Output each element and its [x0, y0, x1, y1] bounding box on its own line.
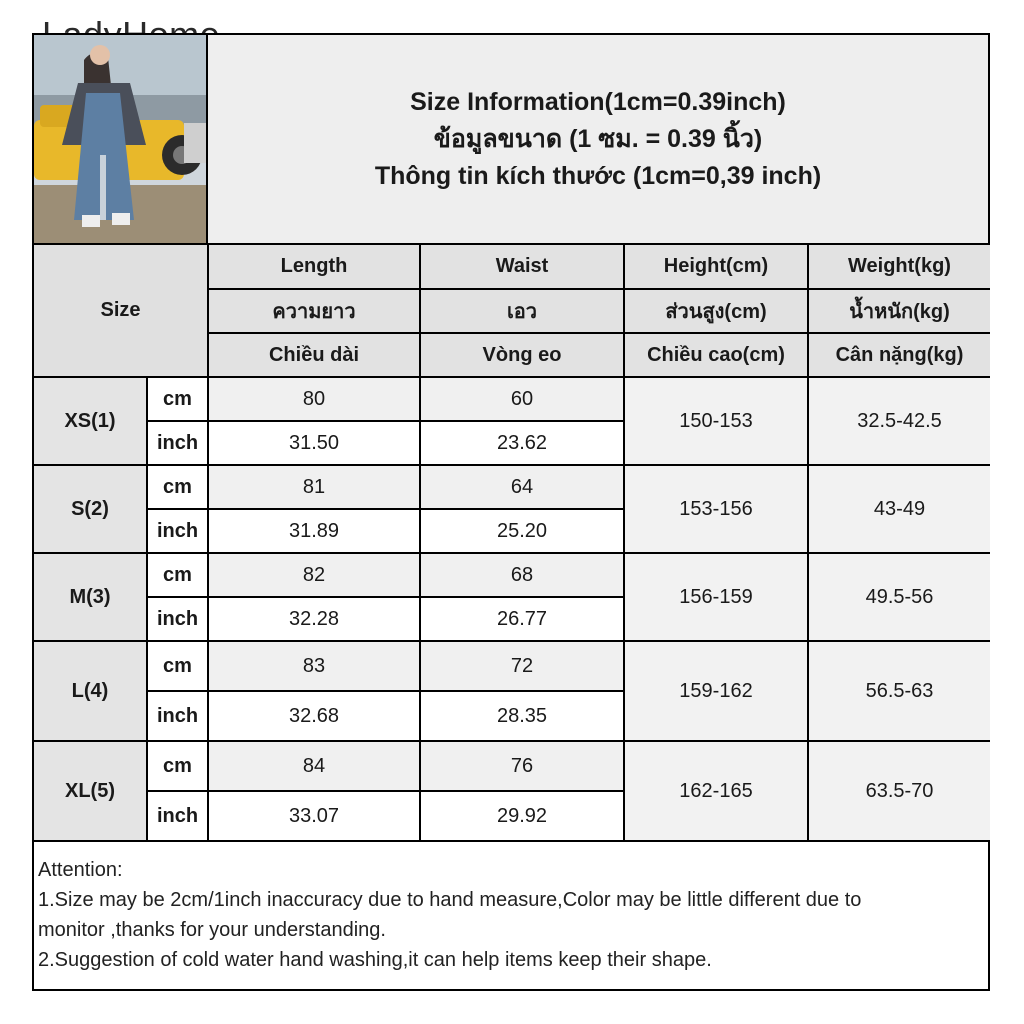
weight-range: 43-49 [808, 465, 990, 553]
size-table [34, 245, 990, 842]
waist-inch: 26.77 [420, 597, 624, 641]
header-length-vi: Chiều dài [208, 333, 420, 377]
header-waist-th: เอว [420, 289, 624, 333]
waist-cm: 72 [420, 641, 624, 691]
header-weight-th: น้ำหนัก(kg) [808, 289, 990, 333]
height-range: 159-162 [624, 641, 808, 741]
unit-cm: cm [147, 741, 208, 791]
height-range: 150-153 [624, 377, 808, 465]
size-chart [32, 33, 990, 991]
size-label: S(2) [34, 465, 147, 553]
weight-range: 56.5-63 [808, 641, 990, 741]
waist-inch: 25.20 [420, 509, 624, 553]
attention-notes [34, 843, 988, 989]
length-inch: 32.28 [208, 597, 420, 641]
height-range: 162-165 [624, 741, 808, 841]
header-length-th: ความยาว [208, 289, 420, 333]
length-cm: 84 [208, 741, 420, 791]
weight-range: 49.5-56 [808, 553, 990, 641]
title-vietnamese: Thông tin kích thước (1cm=0,39 inch) [374, 161, 822, 190]
attention-line-1: 1.Size may be 2cm/1inch inaccuracy due to hand measure,Color may be little different due to [38, 889, 862, 911]
header-weight-en: Weight(kg) [808, 245, 990, 289]
waist-inch: 29.92 [420, 791, 624, 841]
length-cm: 80 [208, 377, 420, 421]
length-inch: 32.68 [208, 691, 420, 741]
table-row [34, 641, 990, 691]
height-range: 153-156 [624, 465, 808, 553]
unit-inch: inch [147, 691, 208, 741]
product-photo [34, 35, 208, 245]
attention-line-2: monitor ,thanks for your understanding. [38, 919, 386, 941]
length-inch: 31.50 [208, 421, 420, 465]
waist-cm: 76 [420, 741, 624, 791]
table-row [34, 465, 990, 509]
unit-inch: inch [147, 597, 208, 641]
waist-inch: 23.62 [420, 421, 624, 465]
waist-inch: 28.35 [420, 691, 624, 741]
unit-inch: inch [147, 421, 208, 465]
unit-cm: cm [147, 465, 208, 509]
unit-inch: inch [147, 509, 208, 553]
waist-cm: 60 [420, 377, 624, 421]
length-inch: 33.07 [208, 791, 420, 841]
size-label: L(4) [34, 641, 147, 741]
table-row [34, 741, 990, 791]
weight-range: 63.5-70 [808, 741, 990, 841]
unit-cm: cm [147, 641, 208, 691]
header-height-en: Height(cm) [624, 245, 808, 289]
table-row [34, 553, 990, 597]
size-label: M(3) [34, 553, 147, 641]
size-label: XL(5) [34, 741, 147, 841]
waist-cm: 68 [420, 553, 624, 597]
attention-title: Attention: [38, 859, 123, 881]
header-waist-en: Waist [420, 245, 624, 289]
product-photo-image [34, 35, 206, 243]
length-cm: 83 [208, 641, 420, 691]
length-inch: 31.89 [208, 509, 420, 553]
length-cm: 81 [208, 465, 420, 509]
attention-line-3: 2.Suggestion of cold water hand washing,it can help items keep their shape. [38, 949, 712, 971]
unit-cm: cm [147, 553, 208, 597]
size-column-header: Size [34, 245, 208, 377]
header-weight-vi: Cân nặng(kg) [808, 333, 990, 377]
size-information-header [208, 35, 988, 245]
table-row [34, 377, 990, 421]
title-thai: ข้อมูลขนาด (1 ซม. = 0.39 นิ้ว) [433, 124, 763, 153]
height-range: 156-159 [624, 553, 808, 641]
header-waist-vi: Vòng eo [420, 333, 624, 377]
weight-range: 32.5-42.5 [808, 377, 990, 465]
header-height-vi: Chiều cao(cm) [624, 333, 808, 377]
length-cm: 82 [208, 553, 420, 597]
size-label: XS(1) [34, 377, 147, 465]
unit-cm: cm [147, 377, 208, 421]
header-length-en: Length [208, 245, 420, 289]
unit-inch: inch [147, 791, 208, 841]
waist-cm: 64 [420, 465, 624, 509]
title-english: Size Information(1cm=0.39inch) [410, 87, 786, 116]
header-height-th: ส่วนสูง(cm) [624, 289, 808, 333]
